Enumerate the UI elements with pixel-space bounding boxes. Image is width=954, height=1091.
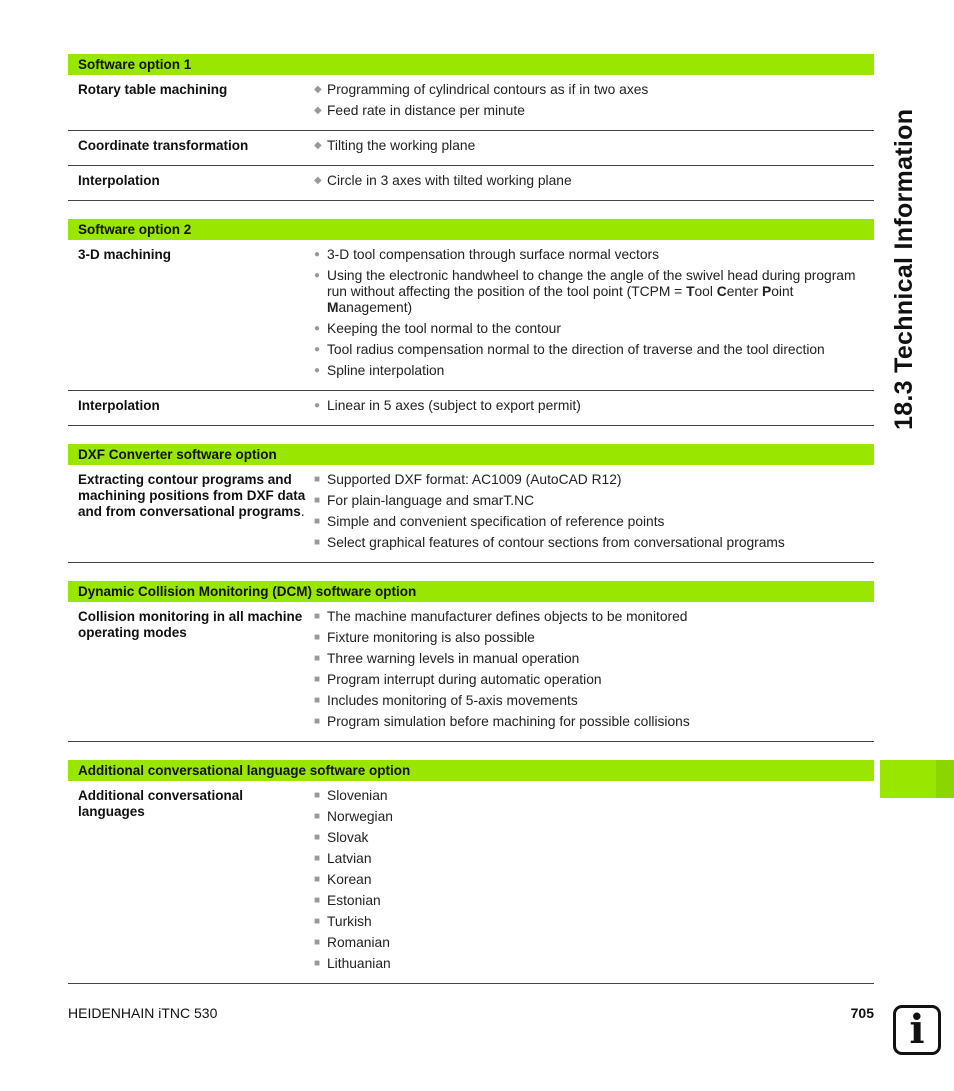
table-row bbox=[68, 602, 874, 742]
row-label: Collision monitoring in all machine operating modes bbox=[78, 609, 303, 640]
row-label: Coordinate transformation bbox=[78, 138, 249, 153]
section-header: Software option 1 bbox=[68, 54, 874, 75]
bullet-list bbox=[306, 135, 874, 159]
list-item: ● Spline interpolation bbox=[314, 363, 445, 378]
list-item: ● Keeping the tool normal to the contour bbox=[314, 321, 561, 336]
bullet-list bbox=[306, 785, 874, 977]
list-item: ● Linear in 5 axes (subject to export permit) bbox=[314, 398, 581, 413]
list-item: ■ For plain-language and smarT.NC bbox=[314, 493, 535, 508]
list-item: ■ Fixture monitoring is also possible bbox=[314, 630, 535, 645]
circle-bullet-icon: ● bbox=[314, 400, 321, 411]
circle-bullet-icon: ● bbox=[314, 365, 321, 376]
list-item: ■ Estonian bbox=[314, 893, 381, 908]
circle-bullet-icon: ● bbox=[314, 323, 321, 334]
list-item: ■ The machine manufacturer defines objects to be monitored bbox=[314, 609, 688, 624]
list-item: ■ Three warning levels in manual operation bbox=[314, 651, 580, 666]
tab-edge bbox=[936, 760, 954, 798]
chapter-tab-marker bbox=[880, 760, 954, 798]
square-bullet-icon: ■ bbox=[314, 790, 321, 801]
info-glyph: i bbox=[909, 1006, 925, 1053]
square-bullet-icon: ■ bbox=[314, 611, 321, 622]
section-header: Additional conversational language software option bbox=[68, 760, 874, 781]
bullet-list bbox=[306, 79, 874, 124]
list-item: ■ Slovak bbox=[314, 830, 369, 845]
diamond-bullet-icon: ◆ bbox=[314, 84, 322, 95]
row-label: Interpolation bbox=[78, 173, 160, 188]
bullet-list bbox=[306, 395, 874, 419]
square-bullet-icon: ■ bbox=[314, 895, 321, 906]
row-label: Extracting contour programs and machining positions from DXF data and from conversational programs. bbox=[78, 472, 306, 519]
section-software-option-2 bbox=[68, 219, 874, 426]
row-label: Rotary table machining bbox=[78, 82, 228, 97]
square-bullet-icon: ■ bbox=[314, 874, 321, 885]
chapter-side-title: 18.3 Technical Information bbox=[890, 108, 918, 430]
table-row bbox=[68, 75, 874, 131]
section-software-option-1 bbox=[68, 54, 874, 201]
table-row bbox=[68, 391, 874, 426]
list-item: ■ Lithuanian bbox=[314, 956, 391, 971]
diamond-bullet-icon: ◆ bbox=[314, 140, 322, 151]
section-languages bbox=[68, 760, 874, 984]
section-header: Dynamic Collision Monitoring (DCM) software option bbox=[68, 581, 874, 602]
list-item: ■ Turkish bbox=[314, 914, 372, 929]
page-number: 705 bbox=[850, 1005, 874, 1021]
circle-bullet-icon: ● bbox=[314, 270, 321, 281]
square-bullet-icon: ■ bbox=[314, 937, 321, 948]
list-item: ■ Latvian bbox=[314, 851, 372, 866]
square-bullet-icon: ■ bbox=[314, 958, 321, 969]
list-item: ■ Norwegian bbox=[314, 809, 393, 824]
square-bullet-icon: ■ bbox=[314, 853, 321, 864]
table-row bbox=[68, 131, 874, 166]
section-header: DXF Converter software option bbox=[68, 444, 874, 465]
diamond-bullet-icon: ◆ bbox=[314, 105, 322, 116]
section-dcm bbox=[68, 581, 874, 742]
list-item: ■ Korean bbox=[314, 872, 372, 887]
section-header: Software option 2 bbox=[68, 219, 874, 240]
square-bullet-icon: ■ bbox=[314, 632, 321, 643]
square-bullet-icon: ■ bbox=[314, 716, 321, 727]
spec-tables bbox=[68, 54, 874, 1002]
circle-bullet-icon: ● bbox=[314, 249, 321, 260]
list-item: ■ Program simulation before machining for possible collisions bbox=[314, 714, 690, 729]
square-bullet-icon: ■ bbox=[314, 916, 321, 927]
bullet-list bbox=[306, 170, 874, 194]
bullet-list bbox=[306, 244, 874, 384]
list-item: ■ Select graphical features of contour sections from conversational programs bbox=[314, 535, 785, 550]
row-label: Additional conversational languages bbox=[78, 788, 244, 819]
list-item: ■ Supported DXF format: AC1009 (AutoCAD R12) bbox=[314, 472, 622, 487]
list-item: ■ Romanian bbox=[314, 935, 390, 950]
list-item: ● Using the electronic handwheel to change the angle of the swivel head during program run without affecting the position of the tool point (TCPM = Tool Center Point Management) bbox=[314, 268, 856, 315]
list-item: ■ Program interrupt during automatic operation bbox=[314, 672, 602, 687]
section-dxf-converter bbox=[68, 444, 874, 563]
bullet-list bbox=[306, 606, 874, 735]
list-item: ● Tool radius compensation normal to the direction of traverse and the tool direction bbox=[314, 342, 825, 357]
list-item: ◆ Circle in 3 axes with tilted working plane bbox=[314, 173, 572, 188]
square-bullet-icon: ■ bbox=[314, 516, 321, 527]
table-row bbox=[68, 166, 874, 201]
square-bullet-icon: ■ bbox=[314, 537, 321, 548]
square-bullet-icon: ■ bbox=[314, 674, 321, 685]
table-row bbox=[68, 781, 874, 984]
table-row bbox=[68, 240, 874, 391]
list-item: ◆ Tilting the working plane bbox=[314, 138, 476, 153]
bullet-list bbox=[306, 469, 874, 556]
list-item: ■ Simple and convenient specification of reference points bbox=[314, 514, 665, 529]
row-label: Interpolation bbox=[78, 398, 160, 413]
square-bullet-icon: ■ bbox=[314, 832, 321, 843]
info-icon bbox=[893, 1005, 941, 1055]
square-bullet-icon: ■ bbox=[314, 474, 321, 485]
square-bullet-icon: ■ bbox=[314, 811, 321, 822]
circle-bullet-icon: ● bbox=[314, 344, 321, 355]
row-label: 3-D machining bbox=[78, 247, 172, 262]
list-item: ■ Includes monitoring of 5-axis movements bbox=[314, 693, 578, 708]
square-bullet-icon: ■ bbox=[314, 653, 321, 664]
list-item: ● 3-D tool compensation through surface normal vectors bbox=[314, 247, 660, 262]
table-row bbox=[68, 465, 874, 563]
list-item: ◆ Programming of cylindrical contours as if in two axes bbox=[314, 82, 649, 97]
square-bullet-icon: ■ bbox=[314, 495, 321, 506]
square-bullet-icon: ■ bbox=[314, 695, 321, 706]
footer-product: HEIDENHAIN iTNC 530 bbox=[68, 1005, 218, 1021]
diamond-bullet-icon: ◆ bbox=[314, 175, 322, 186]
list-item: ■ Slovenian bbox=[314, 788, 388, 803]
list-item: ◆ Feed rate in distance per minute bbox=[314, 103, 525, 118]
